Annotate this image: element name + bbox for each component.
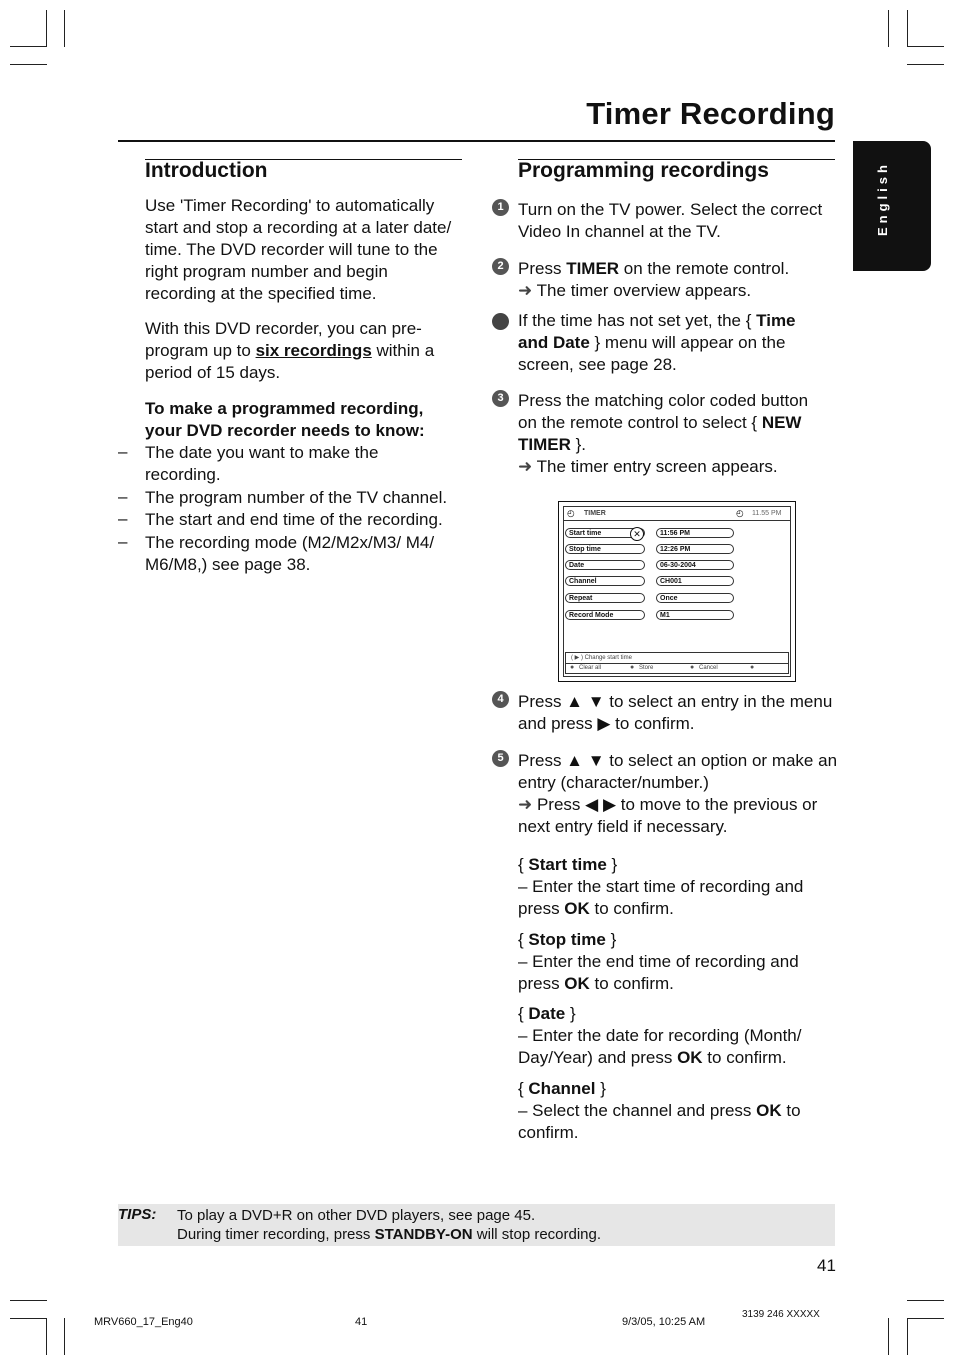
- text-line: time. The DVD recorder will tune to the: [145, 240, 438, 259]
- step-number-4: 4: [492, 691, 509, 708]
- text-line: The program number of the TV channel.: [145, 488, 448, 507]
- crop-mark: [64, 1318, 65, 1355]
- divider: [566, 663, 788, 664]
- timer-screen-footer: [565, 652, 789, 674]
- timer-screen-clock: 11.55 PM: [752, 510, 782, 517]
- option-heading: { Start time }: [518, 855, 618, 874]
- arrow-right-icon: ➜: [518, 281, 537, 300]
- grey-button-icon: ●: [690, 664, 695, 671]
- text-line: screen, see page 28.: [518, 355, 677, 374]
- timer-screen-frame: [563, 506, 791, 677]
- crop-mark: [907, 46, 944, 47]
- key-ok: OK: [756, 1101, 782, 1120]
- crop-mark: [907, 10, 908, 47]
- option-start-time: [518, 854, 803, 920]
- crop-mark: [10, 1318, 47, 1319]
- timer-row-value: CH001: [656, 576, 734, 586]
- text-line: start and stop a recording at a later date/: [145, 218, 452, 237]
- timer-row-value: 12:26 PM: [656, 544, 734, 554]
- text-line: [518, 456, 808, 478]
- text-span: program up to: [145, 341, 256, 360]
- text-span: will stop recording.: [472, 1226, 602, 1243]
- clock-icon: ◴: [567, 508, 575, 518]
- text-line: [518, 332, 796, 354]
- step-number-1: 1: [492, 199, 509, 216]
- crop-mark: [10, 1300, 47, 1301]
- footer-page: 41: [355, 1316, 368, 1328]
- timer-screen-header: [564, 507, 790, 521]
- text-span: press: [518, 899, 565, 918]
- list-item: [145, 442, 378, 486]
- option-name: Date: [528, 1004, 566, 1023]
- text-span: to: [781, 1101, 801, 1120]
- clear-all-label: Clear all: [579, 665, 602, 671]
- option-heading: { Stop time }: [518, 930, 617, 949]
- text-span: }.: [570, 435, 587, 454]
- crop-mark: [907, 1300, 944, 1301]
- footer-date: 9/3/05, 10:25 AM: [622, 1316, 706, 1328]
- step-3: [518, 390, 808, 478]
- text-line: [518, 973, 799, 995]
- text-line: – Enter the start time of recording and: [518, 877, 804, 896]
- option-heading: { Channel }: [518, 1079, 606, 1098]
- text-line: entry (character/number.): [518, 773, 709, 792]
- store-label: Store: [639, 665, 654, 671]
- text-line: The start and end time of the recording.: [145, 510, 443, 529]
- crop-mark: [907, 1318, 908, 1355]
- text-line: your DVD recorder needs to know:: [145, 421, 425, 440]
- list-dash: –: [118, 509, 128, 528]
- list-item: [145, 487, 447, 509]
- text-line: The date you want to make the: [145, 443, 379, 462]
- text-line: recording at the specified time.: [145, 284, 377, 303]
- text-line: The recording mode (M2/M2x/M3/ M4/: [145, 533, 435, 552]
- intro-paragraph-1: [145, 195, 451, 305]
- step-1: [518, 199, 822, 243]
- crop-mark: [888, 1318, 889, 1355]
- text-line: [177, 1225, 601, 1244]
- text-line: recording.: [145, 465, 221, 484]
- language-tab-label: English: [875, 161, 890, 236]
- option-stop-time: [518, 929, 799, 995]
- timer-row-label: Start time: [565, 528, 645, 538]
- key-new: NEW: [761, 413, 802, 432]
- text-span: on the remote control.: [619, 259, 790, 278]
- timer-hint: ( ▶ ) Change start time: [571, 655, 632, 661]
- text-line: [518, 412, 808, 434]
- text-line: M6/M8,) see page 38.: [145, 555, 311, 574]
- text-span: Press ◀ ▶ to move to the previous or: [536, 795, 818, 814]
- key-standby-on: STANDBY-ON: [374, 1226, 473, 1243]
- text-span: During timer recording, press: [177, 1226, 375, 1243]
- clock-icon: ◴: [736, 508, 744, 518]
- timer-row-value: 11:56 PM: [656, 528, 734, 538]
- list-dash: –: [118, 442, 128, 461]
- step-number-5: 5: [492, 750, 509, 767]
- text-span: press: [518, 974, 565, 993]
- text-span: } menu will appear on the: [589, 333, 786, 352]
- step-number-2: 2: [492, 258, 509, 275]
- text-span: If the time has not set yet, the {: [518, 311, 757, 330]
- timer-row-label: Record Mode: [565, 610, 645, 620]
- option-heading: { Date }: [518, 1004, 576, 1023]
- text-line: – Enter the end time of recording and: [518, 952, 799, 971]
- text-line: [518, 1047, 802, 1069]
- timer-row-value: M1: [656, 610, 734, 620]
- note: [518, 310, 796, 376]
- text-span: to confirm.: [702, 1048, 787, 1067]
- text-line: confirm.: [518, 1123, 579, 1142]
- list-dash: –: [118, 487, 128, 506]
- timer-row-label: Date: [565, 560, 645, 570]
- text-span: The timer overview appears.: [536, 281, 752, 300]
- text-line: – Enter the date for recording (Month/: [518, 1026, 802, 1045]
- text-line: next entry field if necessary.: [518, 817, 728, 836]
- crop-mark: [46, 1318, 47, 1355]
- footer-code: 3139 246 XXXXX: [742, 1309, 820, 1320]
- cancel-label: Cancel: [699, 665, 718, 671]
- crop-mark: [907, 1318, 944, 1319]
- text-span: within a: [371, 341, 435, 360]
- crop-mark: [10, 64, 47, 65]
- timer-row-label: Channel: [565, 576, 645, 586]
- list-item: [145, 509, 443, 531]
- page-title: Timer Recording: [586, 96, 835, 131]
- page-number: 41: [817, 1256, 836, 1275]
- footer-filename: MRV660_17_Eng40: [94, 1316, 193, 1328]
- key-ok: OK: [677, 1048, 703, 1067]
- text-line: Video In channel at the TV.: [518, 222, 721, 241]
- timer-row-label: Stop time: [565, 544, 645, 554]
- text-line: With this DVD recorder, you can pre-: [145, 319, 422, 338]
- step-2: [518, 258, 789, 302]
- grey-button-icon: ●: [750, 664, 755, 671]
- list-item: [145, 532, 434, 576]
- text-line: Press the matching color coded button: [518, 391, 809, 410]
- crop-mark: [907, 64, 944, 65]
- grey-button-icon: ●: [570, 664, 575, 671]
- text-line: Press ▲ ▼ to select an option or make an: [518, 751, 838, 770]
- text-span: – Select the channel and press: [518, 1101, 757, 1120]
- arrow-right-icon: ➜: [518, 457, 537, 476]
- text-line: To play a DVD+R on other DVD players, see page 45.: [177, 1207, 536, 1224]
- option-name: Stop time: [528, 930, 606, 949]
- timer-row-value: 06-30-2004: [656, 560, 734, 570]
- text-span: Press: [518, 259, 567, 278]
- text-line: Use 'Timer Recording' to automatically: [145, 196, 435, 215]
- option-date: [518, 1003, 802, 1069]
- text-line: [518, 1100, 801, 1122]
- tips-text: [177, 1206, 601, 1244]
- timer-row-value: Once: [656, 593, 734, 603]
- timer-screen-title: TIMER: [584, 510, 606, 517]
- text-line: Press ▲ ▼ to select an entry in the menu: [518, 692, 833, 711]
- list-dash: –: [118, 532, 128, 551]
- note-bullet-icon: [492, 313, 509, 330]
- text-line: [518, 898, 803, 920]
- crop-mark: [10, 46, 47, 47]
- text-span: to confirm.: [589, 974, 674, 993]
- step-4: [518, 691, 832, 735]
- timer-screen-illustration: [558, 501, 796, 682]
- text-line: [518, 310, 796, 332]
- grey-button-icon: ●: [630, 664, 635, 671]
- text-line: Turn on the TV power. Select the correct: [518, 200, 823, 219]
- step-number-3: 3: [492, 390, 509, 407]
- key-ok: OK: [564, 899, 590, 918]
- text-line: To make a programmed recording,: [145, 399, 424, 418]
- text-line: [518, 794, 837, 816]
- text-span: to confirm.: [589, 899, 674, 918]
- text-line: [518, 280, 789, 302]
- text-line: [518, 258, 789, 280]
- prog-heading: Programming recordings: [518, 159, 769, 182]
- intro-heading: Introduction: [145, 159, 268, 182]
- option-name: Start time: [528, 855, 607, 874]
- text-span: The timer entry screen appears.: [536, 457, 778, 476]
- tips-box: [118, 1204, 835, 1246]
- intro-paragraph-2: [145, 318, 434, 384]
- text-line: [145, 340, 434, 362]
- text-line: and press ▶ to confirm.: [518, 714, 695, 733]
- arrow-right-icon: ➜: [518, 795, 537, 814]
- text-span: on the remote control to select {: [518, 413, 762, 432]
- option-name: Channel: [528, 1079, 596, 1098]
- crop-mark: [46, 10, 47, 47]
- step-5: [518, 750, 837, 838]
- text-line: [518, 434, 808, 456]
- key-timer: TIMER: [566, 259, 620, 278]
- selector-icon: ✕: [630, 527, 644, 541]
- timer-row-label: Repeat: [565, 593, 645, 603]
- title-rule: [118, 140, 835, 142]
- six-recordings-emphasis: six recordings: [255, 341, 372, 360]
- text-line: period of 15 days.: [145, 363, 281, 382]
- language-tab: [853, 141, 931, 271]
- key-timer: TIMER: [518, 435, 571, 454]
- text-line: right program number and begin: [145, 262, 388, 281]
- tips-label: TIPS:: [118, 1206, 157, 1223]
- key-ok: OK: [564, 974, 590, 993]
- crop-mark: [64, 10, 65, 47]
- menu-and-date: and Date: [518, 333, 590, 352]
- menu-time: Time: [756, 311, 796, 330]
- option-channel: [518, 1078, 801, 1144]
- text-span: Day/Year) and press: [518, 1048, 678, 1067]
- crop-mark: [888, 10, 889, 47]
- intro-bold-lead: [145, 398, 425, 442]
